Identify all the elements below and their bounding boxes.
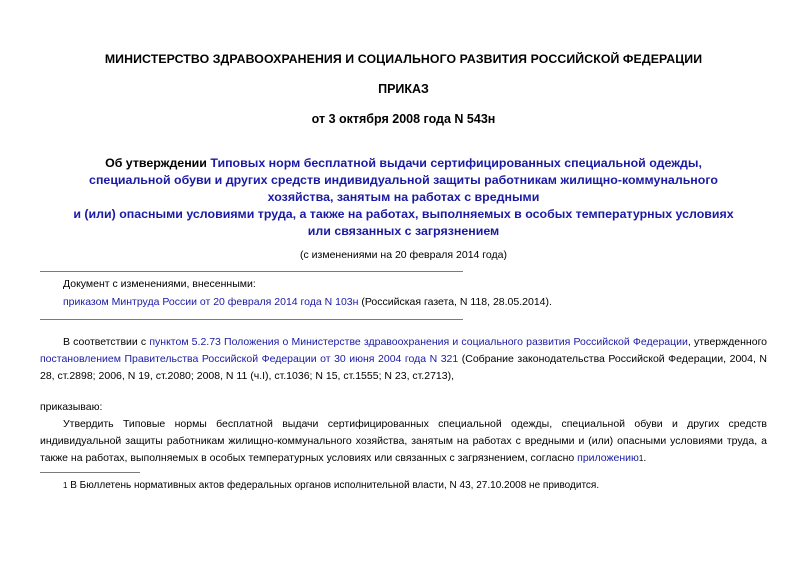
doc-date-heading: от 3 октября 2008 года N 543н: [311, 112, 496, 126]
footnote-mark: 1: [63, 481, 68, 490]
divider-top: [40, 271, 463, 272]
government-decree-link[interactable]: постановлением Правительства Российской Федерации от 30 июня 2004 года N 321: [40, 353, 459, 365]
preamble-paragraph: [40, 334, 767, 385]
title-link-line-3[interactable]: хозяйства, занятым на работах с вредными: [267, 190, 540, 204]
appendix-link[interactable]: приложению: [577, 452, 639, 464]
title-link-line-1[interactable]: Типовых норм бесплатной выдачи сертифицированных специальной одежды,: [210, 156, 702, 170]
divider-bottom: [40, 319, 463, 320]
regulation-link[interactable]: пунктом 5.2.73 Положения о Министерстве здравоохранения и социального развития Российской Федерации: [149, 336, 688, 348]
order-paragraph: [40, 416, 767, 467]
title-prefix: Об утверждении: [105, 156, 211, 170]
title-link-line-5[interactable]: или связанных с загрязнением: [307, 224, 500, 238]
ministry-heading: МИНИСТЕРСТВО ЗДРАВООХРАНЕНИЯ И СОЦИАЛЬНОГО РАЗВИТИЯ РОССИЙСКОЙ ФЕДЕРАЦИИ: [104, 52, 703, 66]
preamble-start: В соответствии с: [63, 336, 150, 348]
footnote-divider: [40, 472, 140, 473]
doc-changes-line: [63, 296, 552, 308]
title-link-line-2[interactable]: специальной обуви и других средств индивидуальной защиты работникам жилищно-коммунального: [89, 173, 718, 187]
title-link-line-4[interactable]: и (или) опасными условиями труда, а также на работах, выполняемых в особых температурных условиях: [73, 207, 734, 221]
order-text: Утвердить Типовые нормы бесплатной выдачи сертифицированных специальной одежды, специальной обуви и других средств индивидуальной защиты работникам жилищно-коммунального хозяйства, занятым на работах с вредными и (или) опасными условиями труда, а также на работах, выполняемых в особых температурных условиях или связанных с загрязнением, согласно: [40, 418, 767, 464]
amendment-link[interactable]: приказом Минтруда России от 20 февраля 2014 года N 103н: [63, 296, 359, 308]
order-word: приказываю:: [40, 401, 103, 413]
doc-title: [40, 155, 767, 240]
doc-changes-label: Документ с изменениями, внесенными:: [63, 278, 256, 290]
changes-note: (с изменениями на 20 февраля 2014 года): [300, 249, 507, 261]
preamble-end: (Собрание законодательства Российской Федерации, 2004, N 28, ст.2898; 2006, N 19, ст.2080; 2008, N 11 (ч.I), ст.1036; N 15, ст.1555; N 23, ст.2713),: [40, 353, 767, 382]
footnote-text: В Бюллетень нормативных актов федеральных органов исполнительной власти, N 43, 27.10.2008 не приводится.: [67, 480, 600, 491]
preamble-mid: , утвержденного: [687, 336, 768, 348]
footnote: [63, 480, 599, 491]
doc-type-heading: ПРИКАЗ: [378, 82, 429, 96]
amendment-source: (Российская газета, N 118, 28.05.2014).: [358, 296, 552, 308]
footnote-ref[interactable]: 1: [638, 454, 644, 463]
order-end: .: [643, 452, 647, 464]
